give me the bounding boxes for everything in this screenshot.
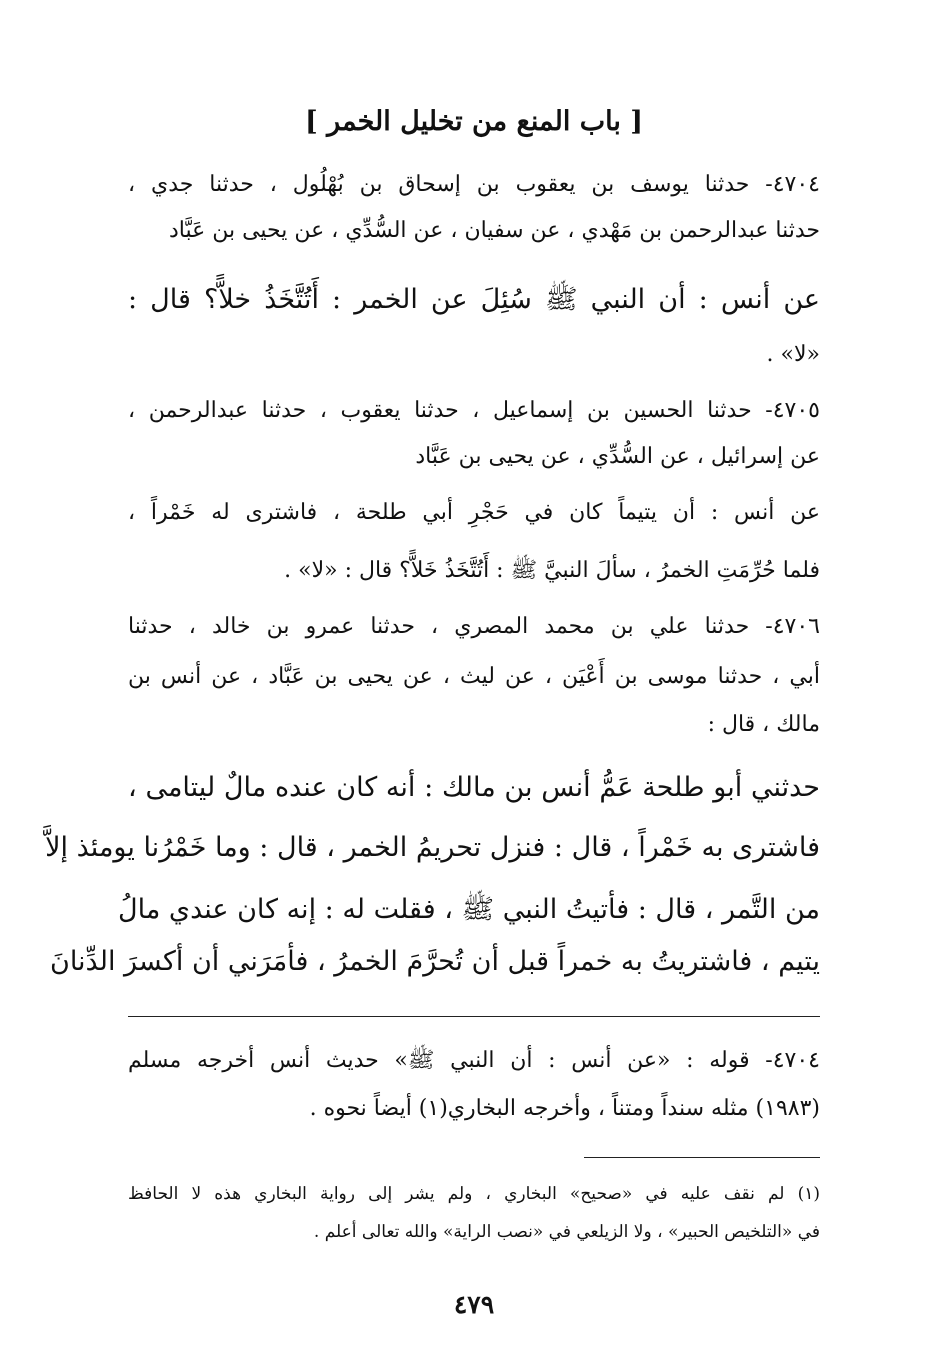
hadith-4706-matn-line: من التَّمر ، قال : فأتيتُ النبي ﷺ ، فقلت له : إنه كان عندي مالُ — [118, 894, 820, 925]
hadith-4704-isnad-line: ٤٧٠٤- حدثنا يوسف بن يعقوب بن إسحاق بن بُهْلُول ، حدثنا جدي ، — [128, 172, 820, 197]
page-number: ٤٧٩ — [453, 1290, 495, 1319]
commentary-line: (١٩٨٣) مثله سنداً ومتناً ، وأخرجه البخاري(١) أيضاً نحوه . — [309, 1096, 820, 1121]
hadith-4706-matn-line: فاشترى به خَمْراً ، قال : فنزل تحريمُ الخمر ، قال : وما خَمْرُنا يومئذ إلاَّ — [45, 832, 820, 863]
footnote-line: في «التلخيص الحبير» ، ولا الزيلعي في «نصب الراية» والله تعالى أعلم . — [313, 1222, 820, 1242]
hadith-4705-matn-line: عن أنس : أن يتيماً كان في حَجْرِ أبي طلحة ، فاشترى له خَمْراً ، — [128, 500, 820, 525]
hadith-4706-matn-line: حدثني أبو طلحة عَمُّ أنس بن مالك : أنه كان عنده مالٌ ليتامى ، — [128, 772, 820, 803]
hadith-4704-matn-line: «لا» . — [766, 342, 820, 367]
footnote-separator — [584, 1157, 820, 1158]
commentary-line: ٤٧٠٤- قوله : «عن أنس : أن النبي ﷺ» حديث أنس أخرجه مسلم — [128, 1048, 820, 1073]
hadith-4704-isnad-line: حدثنا عبدالرحمن بن مَهْدي ، عن سفيان ، عن السُّدِّي ، عن يحيى بن عَبَّاد — [168, 218, 820, 243]
hadith-4705-isnad-line: ٤٧٠٥- حدثنا الحسين بن إسماعيل ، حدثنا يعقوب ، حدثنا عبدالرحمن ، — [128, 398, 820, 423]
hadith-4706-isnad-line: مالك ، قال : — [707, 712, 820, 737]
chapter-heading: [ باب المنع من تخليل الخمر ] — [304, 106, 644, 137]
footnote-line: (١) لم نقف عليه في «صحيح» البخاري ، ولم يشر إلى رواية البخاري هذه لا الحافظ — [128, 1184, 820, 1204]
hadith-4706-matn-line: يتيم ، فاشتريتُ به خمراً قبل أن تُحرَّمَ الخمرُ ، فأمَرَني أن أكسرَ الدِّنانَ — [49, 946, 820, 977]
hadith-4706-isnad-line: ٤٧٠٦- حدثنا علي بن محمد المصري ، حدثنا عمرو بن خالد ، حدثنا — [128, 614, 820, 639]
hadith-4705-matn-line: فلما حُرِّمَتِ الخمرُ ، سألَ النبيَّ ﷺ : أَتُتَّخَذُ خَلاًّ؟ قال : «لا» . — [284, 558, 820, 583]
hadith-4706-isnad-line: أبي ، حدثنا موسى بن أَعْيَن ، عن ليث ، عن يحيى بن عَبَّاد ، عن أنس بن — [128, 664, 820, 689]
hadith-4704-matn-line: عن أنس : أن النبي ﷺ سُئِلَ عن الخمر : أَتُتَّخَذُ خلاًّ؟ قال : — [128, 284, 820, 315]
commentary-separator — [128, 1016, 820, 1017]
hadith-4705-isnad-line: عن إسرائيل ، عن السُّدِّي ، عن يحيى بن عَبَّاد — [415, 444, 820, 469]
